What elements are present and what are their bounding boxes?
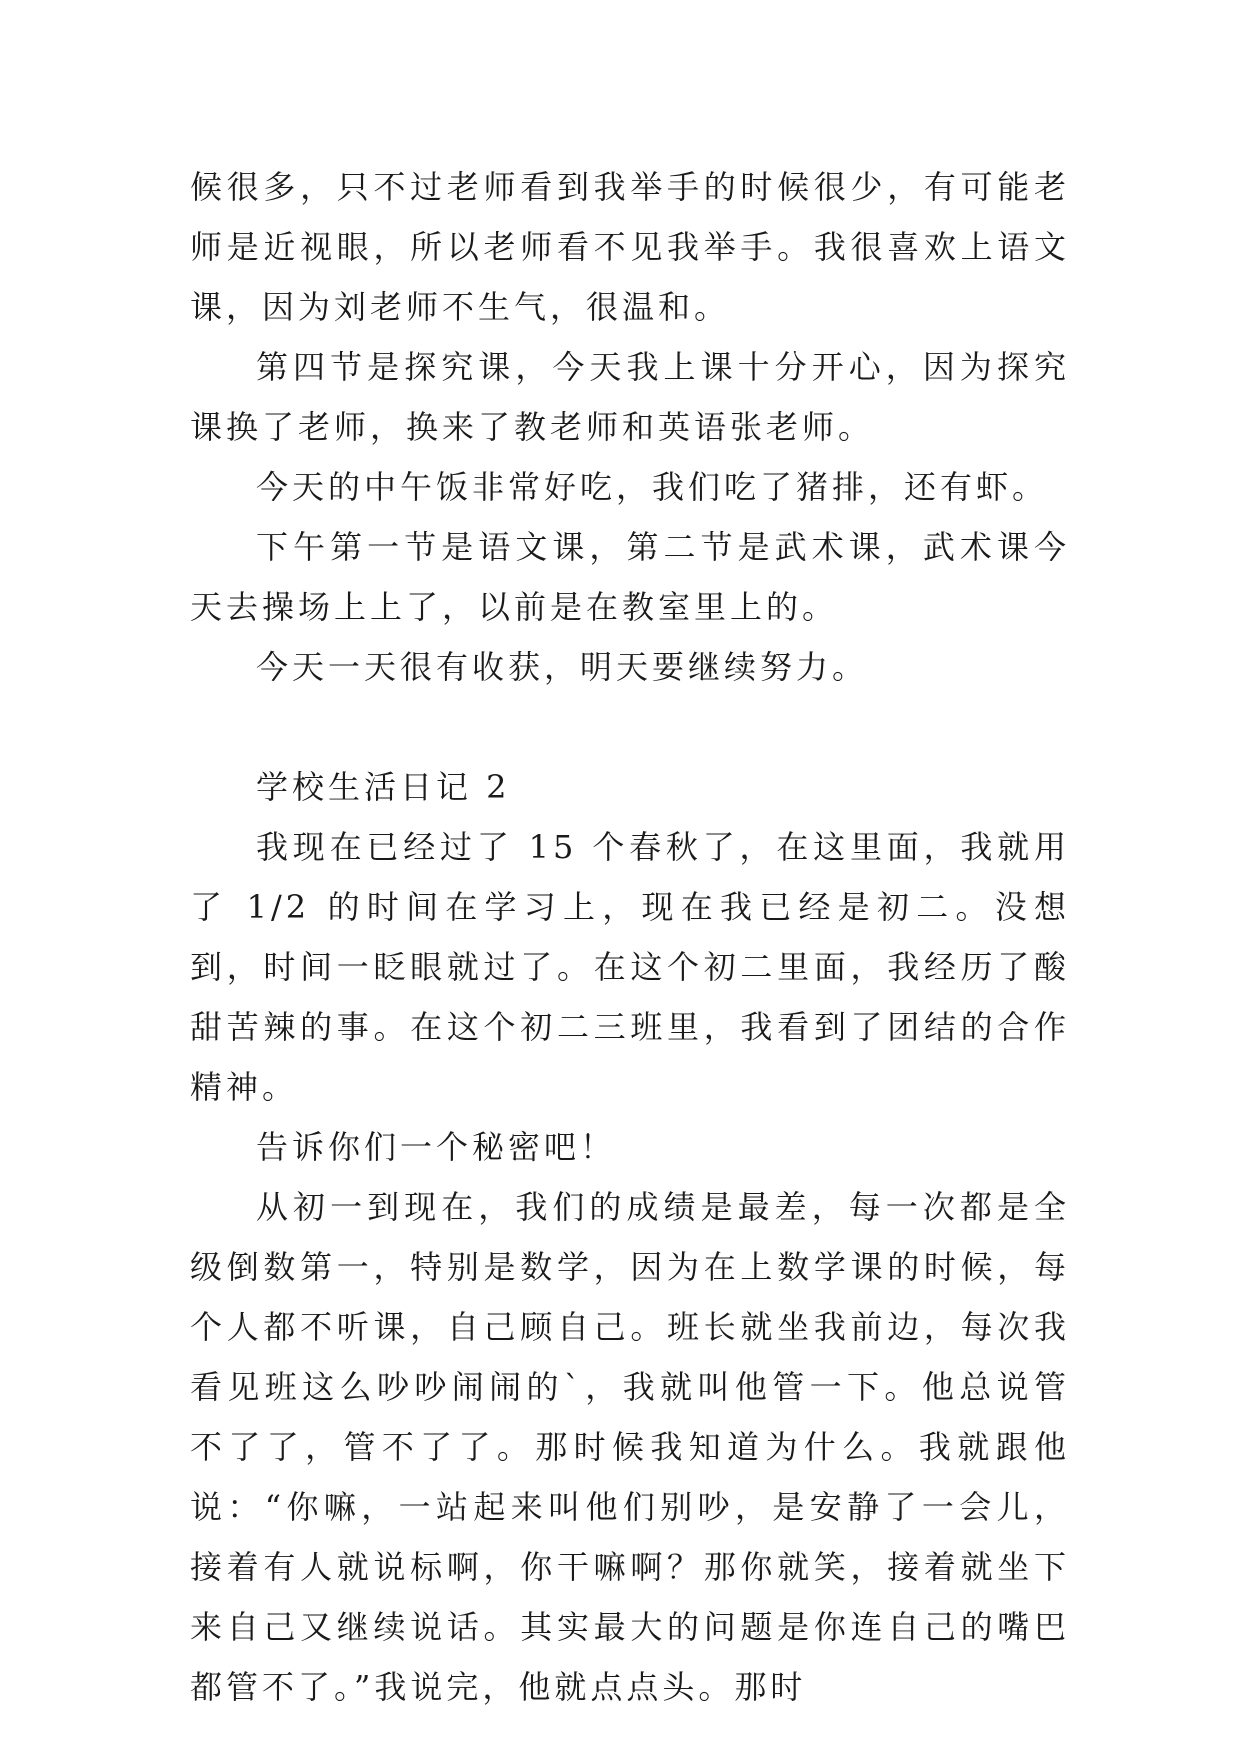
paragraph: 今天的中午饭非常好吃，我们吃了猪排，还有虾。	[256, 468, 1049, 506]
paragraph: 下午第一节是语文课，第二节是武术课，武术课今天去操场上上了，以前是在教室里上的。	[190, 528, 1070, 626]
section-title: 学校生活日记 2	[256, 768, 511, 806]
document-body	[190, 157, 1070, 1717]
paragraph: 从初一到现在，我们的成绩是最差，每一次都是全级倒数第一，特别是数学，因为在上数学课的时候，每个人都不听课，自己顾自己。班长就坐我前边，每次我看见班这么吵吵闹闹的`，我就叫他管一下。他总说管不了了，管不了了。那时候我知道为什么。我就跟他说：“你嘛，一站起来叫他们别吵，是安静了一会儿，接着有人就说标啊，你干嘛啊？那你就笑，接着就坐下来自己又继续说话。其实最大的问题是你连自己的嘴巴都管不了。”我说完，他就点点头。那时	[190, 1188, 1070, 1706]
paragraph: 第四节是探究课，今天我上课十分开心，因为探究课换了老师，换来了教老师和英语张老师。	[190, 348, 1070, 446]
blank-line	[190, 697, 1070, 757]
paragraph: 告诉你们一个秘密吧！	[256, 1128, 617, 1166]
paragraph: 今天一天很有收获，明天要继续努力。	[256, 648, 869, 686]
paragraph: 候很多，只不过老师看到我举手的时候很少，有可能老师是近视眼，所以老师看不见我举手。我很喜欢上语文课，因为刘老师不生气，很温和。	[190, 168, 1070, 326]
paragraph: 我现在已经过了 15 个春秋了，在这里面，我就用了 1/2 的时间在学习上，现在我已经是初二。没想到，时间一眨眼就过了。在这个初二里面，我经历了酸甜苦辣的事。在这个初二三班里，我看到了团结的合作精神。	[190, 828, 1070, 1106]
